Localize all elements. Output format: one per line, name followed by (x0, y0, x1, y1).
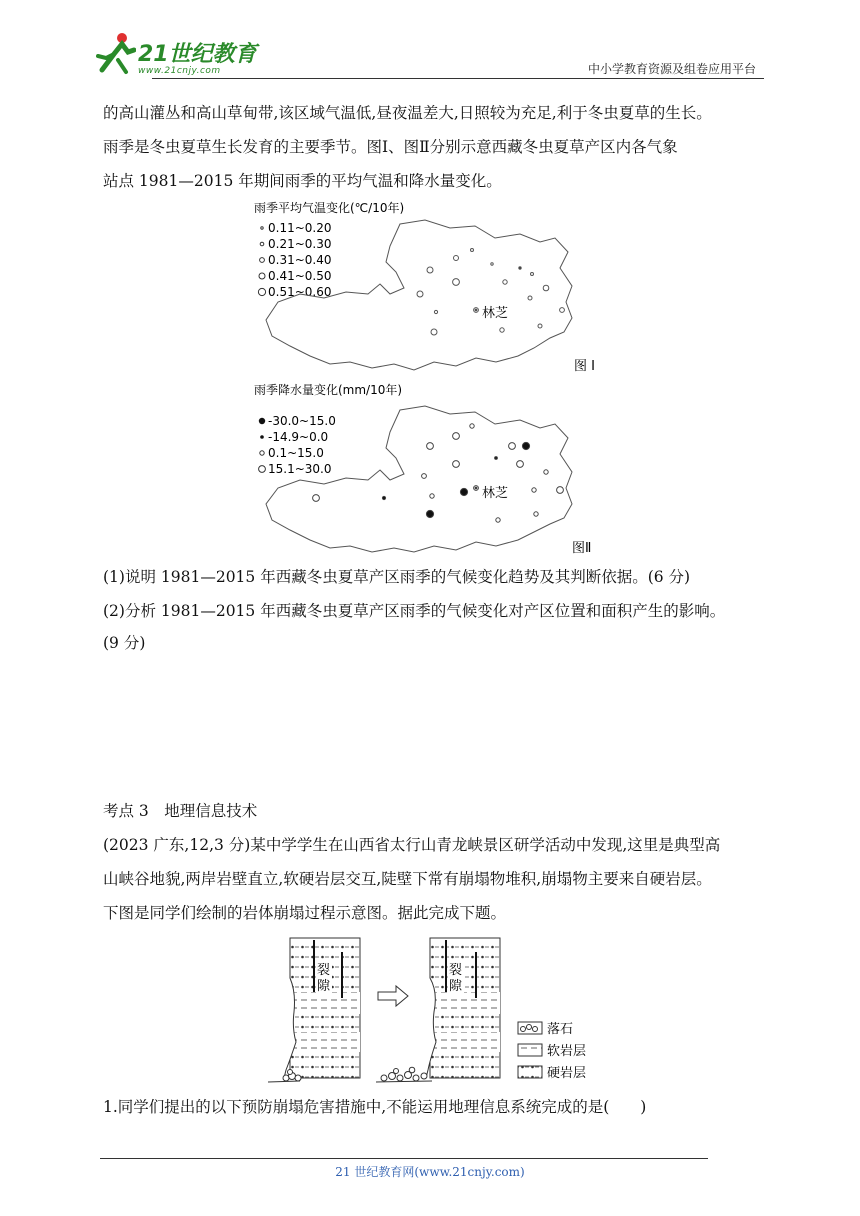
city-label: 林芝 (482, 486, 509, 501)
section-title: 考点 3 地理信息技术 (103, 802, 258, 820)
figure-2-precipitation-map (250, 380, 610, 558)
crack-label: 隙 (449, 979, 463, 994)
station-points (417, 249, 564, 336)
intro-line-1: 的高山灌丛和高山草甸带,该区域气温低,昼夜温差大,日照较为充足,利于冬虫夏草的生长。 (103, 104, 712, 122)
figure-2-title: 雨季降水量变化(mm/10年) (254, 383, 403, 397)
figure-3-legend (518, 1022, 586, 1081)
logo-url: www.21cnjy.com (138, 66, 221, 76)
figure-3-collapse-diagram (260, 932, 640, 1088)
crack-label: 裂 (449, 963, 463, 978)
figure-2-caption: 图Ⅱ (572, 541, 592, 556)
footer-divider (100, 1158, 708, 1159)
section-line-2: 山峡谷地貌,两岸岩壁直立,软硬岩层交互,陡壁下常有崩塌物堆积,崩塌物主要来自硬岩层。 (103, 870, 712, 888)
city-label: 林芝 (482, 306, 509, 321)
legend-item: 0.31~0.40 (268, 253, 332, 267)
legend-item: 0.21~0.30 (268, 237, 332, 251)
runner-logo-icon (92, 30, 136, 76)
legend-item: 软岩层 (547, 1044, 587, 1059)
section-line-3: 下图是同学们绘制的岩体崩塌过程示意图。据此完成下题。 (103, 904, 507, 922)
figure-1-legend (258, 221, 331, 299)
legend-item: 0.1~15.0 (268, 446, 324, 460)
station-points (313, 424, 564, 522)
legend-item: 0.51~0.60 (268, 285, 332, 299)
question-2-line-2: (9 分) (103, 634, 146, 652)
figure-1-title: 雨季平均气温变化(℃/10年) (254, 201, 405, 215)
question-1: (1)说明 1981—2015 年西藏冬虫夏草产区雨季的气候变化趋势及其判断依据。(6 分) (103, 568, 691, 586)
question-2-line-1: (2)分析 1981—2015 年西藏冬虫夏草产区雨季的气候变化对产区位置和面积产生的影响。 (103, 602, 726, 620)
crack-label: 隙 (317, 979, 331, 994)
legend-item: -30.0~15.0 (268, 414, 336, 428)
logo-brand: 21世纪教育 (138, 42, 257, 67)
collapse-after (376, 938, 500, 1082)
legend-item: 0.11~0.20 (268, 221, 332, 235)
legend-item: 15.1~30.0 (268, 462, 332, 476)
page-header (92, 30, 764, 80)
header-divider (152, 78, 764, 79)
crack-label: 裂 (317, 963, 331, 978)
figure-1-temperature-map (250, 198, 610, 376)
arrow-icon (378, 986, 408, 1006)
legend-item: 硬岩层 (547, 1066, 587, 1081)
collapse-before (268, 938, 360, 1082)
figure-1-caption: 图 I (574, 359, 595, 374)
legend-item: 0.41~0.50 (268, 269, 332, 283)
intro-line-3: 站点 1981—2015 年期间雨季的平均气温和降水量变化。 (103, 172, 502, 190)
figure-2-legend (259, 414, 336, 476)
intro-line-2: 雨季是冬虫夏草生长发育的主要季节。图Ⅰ、图Ⅱ分别示意西藏冬虫夏草产区内各气象 (103, 138, 678, 156)
logo (92, 30, 257, 76)
footer-link[interactable]: 21 世纪教育网(www.21cnjy.com) (335, 1165, 525, 1179)
question-mc: 1.同学们提出的以下预防崩塌危害措施中,不能运用地理信息系统完成的是( ) (103, 1098, 647, 1116)
legend-item: -14.9~0.0 (268, 430, 329, 444)
legend-item: 落石 (547, 1022, 574, 1037)
section-line-1: (2023 广东,12,3 分)某中学学生在山西省太行山青龙峡景区研学活动中发现,这里是典型高 (103, 836, 721, 854)
header-slogan: 中小学教育资源及组卷应用平台 (587, 62, 756, 76)
